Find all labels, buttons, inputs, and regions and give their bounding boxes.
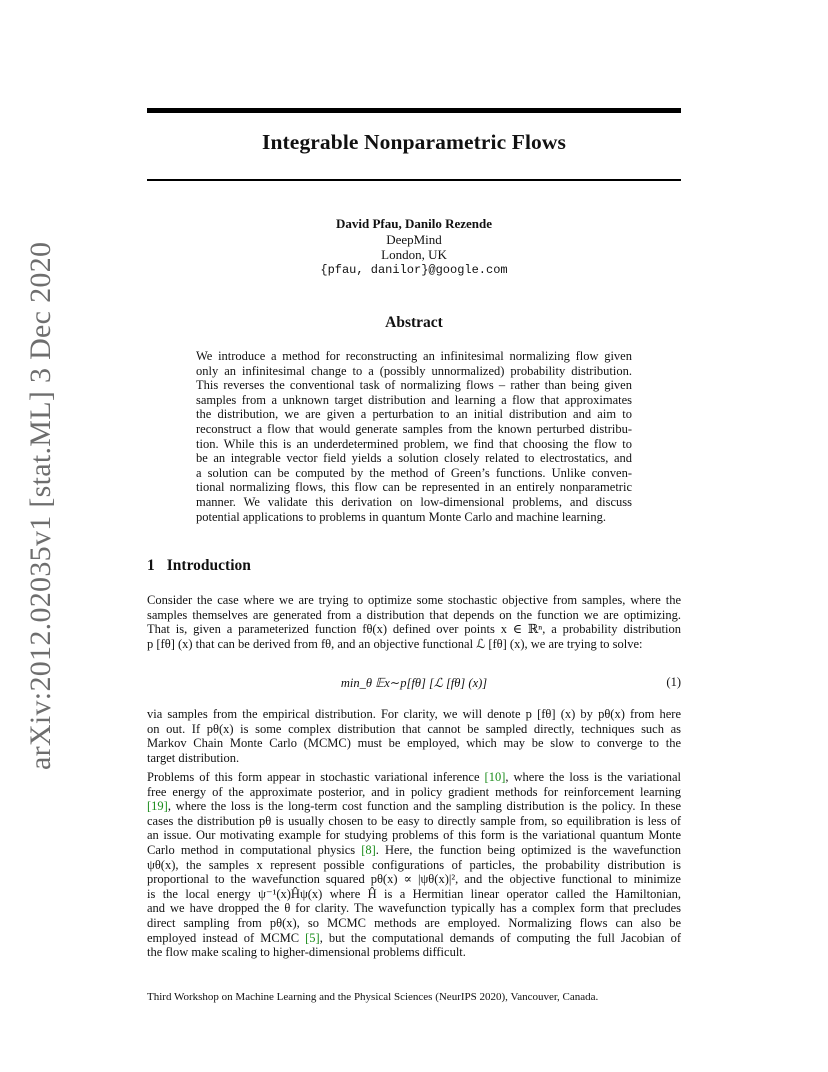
abstract-line: samples from a unknown target distribution and learning a flow that approximates <box>196 392 632 407</box>
intro-paragraph-2 <box>147 707 681 765</box>
paper-title: Integrable Nonparametric Flows <box>262 130 566 154</box>
citation-link[interactable]: [5] <box>305 930 320 945</box>
text-line: [19], where the loss is the long-term cost function and the sampling distribution is the policy. In these <box>147 799 681 814</box>
citation-link[interactable]: [8] <box>361 842 376 857</box>
abstract-line: a solution can be computed by the method of Green’s functions. Unlike conven- <box>196 465 632 480</box>
citation-link[interactable]: [19] <box>147 799 168 814</box>
abstract-line: reconstruct a flow that would generate samples from the known perturbed distribu- <box>196 421 632 436</box>
abstract-line: only an infinitesimal change to a (possibly unnormalized) probability distribution. <box>196 363 632 378</box>
abstract-line: manner. We validate this derivation on low-dimensional problems, and discuss <box>196 494 632 509</box>
section-number: 1 <box>147 557 155 574</box>
author-names: David Pfau, Danilo Rezende <box>336 216 492 231</box>
text-line: Problems of this form appear in stochastic variational inference [10], where the loss is the variational <box>147 770 681 784</box>
abstract-heading: Abstract <box>385 314 443 331</box>
author-location: London, UK <box>381 247 447 263</box>
author-affiliation: DeepMind <box>386 231 442 247</box>
equation-1 <box>147 675 681 697</box>
text-line: is the local energy ψ⁻¹(x)Ĥψ(x) where Ĥ is a Hermitian linear operator called the Hamiltonian, <box>147 886 681 901</box>
page-footer: Third Workshop on Machine Learning and the Physical Sciences (NeurIPS 2020), Vancouver, Canada. <box>147 991 599 1003</box>
intro-paragraph-1 <box>147 593 681 651</box>
abstract-line: We introduce a method for reconstructing an infinitesimal normalizing flow given <box>196 349 632 363</box>
text-line: via samples from the empirical distribution. For clarity, we will denote p [fθ] (x) by pθ(x) from here <box>147 707 681 721</box>
title-bottom-rule <box>147 179 681 181</box>
abstract-line: the distribution, we are given a perturbation to an initial distribution and aim to <box>196 407 632 422</box>
text-line: direct sampling from pθ(x), so MCMC methods are employed. Normalizing flows can also be <box>147 915 681 930</box>
abstract-line: This reverses the conventional task of normalizing flows – rather than being given <box>196 378 632 393</box>
equation-expression: min_θ 𝔼x∼p[fθ] [ℒ [fθ] (x)] <box>340 676 488 690</box>
text-line: Carlo method in computational physics [8]. Here, the function being optimized is the wavefunction <box>147 842 681 857</box>
abstract-line: be an integrable vector field yields a solution closely related to electrostatics, and <box>196 451 632 466</box>
citation-link[interactable]: [10] <box>484 770 506 784</box>
author-email: {pfau, danilor}@google.com <box>320 262 508 277</box>
text-line: target distribution. <box>147 750 240 765</box>
text-line: Consider the case where we are trying to optimize some stochastic objective from samples, where the <box>147 593 681 607</box>
text-line: an issue. Our motivating example for studying problems of this form is the variational quantum Monte <box>147 828 681 843</box>
text-line: p [fθ] (x) that can be derived from fθ, and an objective functional ℒ [fθ] (x), we are trying to solve: <box>147 636 643 651</box>
abstract-line: tional normalizing flows, this flow can be represented in an entirely nonparametric <box>196 480 632 495</box>
section-heading <box>147 557 251 575</box>
text-line: Markov Chain Monte Carlo (MCMC) must be employed, which may be slow to converge to the <box>147 736 681 751</box>
text-line: samples themselves are generated from a distribution that depends on the function we are optimizing. <box>147 607 681 622</box>
arxiv-stamp: arXiv:2012.02035v1 [stat.ML] 3 Dec 2020 <box>24 241 57 770</box>
text-line: proportional to the wavefunction squared pθ(x) ∝ |ψθ(x)|², and the objective functional to minimize <box>147 872 681 887</box>
title-top-rule <box>147 108 681 113</box>
text-line: ψθ(x), the samples x represent possible configurations of particles, the probability distribution is <box>147 857 681 872</box>
section-title: Introduction <box>166 557 251 574</box>
text-line: cases the distribution pθ is usually chosen to be easy to directly sample from, so equilibration is less of <box>147 813 681 828</box>
text-line: free energy of the approximate posterior, and in policy gradient methods for reinforcement learning <box>147 784 681 799</box>
text-line: That is, given a parameterized function fθ(x) defined over points x ∈ ℝⁿ, a probability distribution <box>147 622 681 637</box>
equation-number: (1) <box>666 675 681 689</box>
text-line: employed instead of MCMC [5], but the computational demands of computing the full Jacobian of <box>147 930 681 945</box>
text-line: on out. If pθ(x) is some complex distribution that cannot be sampled directly, techniques such as <box>147 721 681 736</box>
abstract-text <box>196 349 632 524</box>
author-block <box>147 216 681 278</box>
intro-paragraph-3 <box>147 770 681 960</box>
abstract-line: potential applications to problems in quantum Monte Carlo and machine learning. <box>196 509 606 524</box>
abstract-line: tion. While this is an underdetermined problem, we find that choosing the flow to <box>196 436 632 451</box>
text-line: and we have dropped the θ for clarity. The wavefunction typically has a complex form that precludes <box>147 901 681 916</box>
text-line: the flow make scaling to higher-dimensional problems difficult. <box>147 945 466 960</box>
